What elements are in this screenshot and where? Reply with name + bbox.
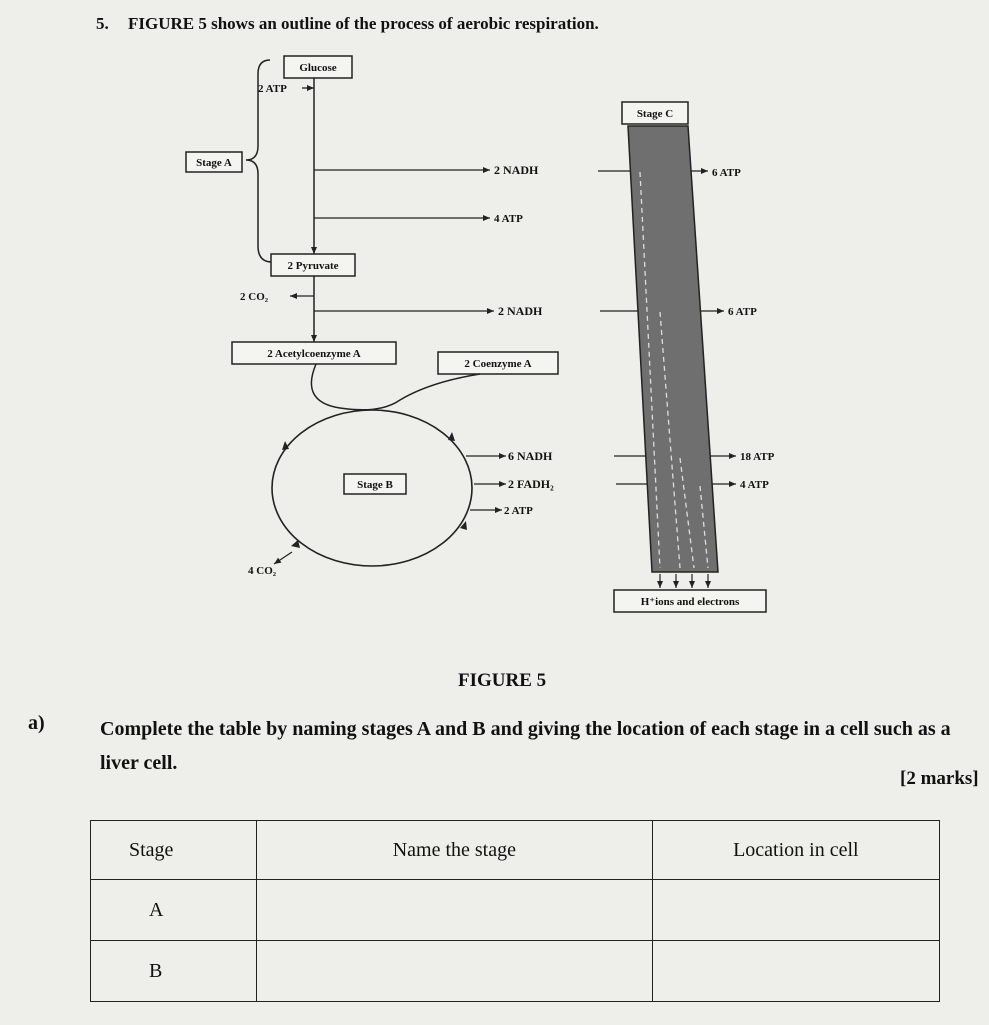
stage-b-name-cell[interactable] (257, 941, 653, 1002)
stage-b-label: Stage B (357, 479, 393, 491)
question-number: 5. (96, 14, 109, 33)
h-ions-label: H⁺ions and electrons (640, 596, 740, 608)
table-row (91, 880, 940, 941)
answer-table (90, 820, 940, 1002)
pyruvate-label: 2 Pyruvate (287, 260, 339, 272)
co2-link-label: 2 CO₂ (240, 291, 269, 303)
part-a-instruction: Complete the table by naming stages A and B and giving the location of each stage in a cell such as a liver cell. (100, 718, 951, 774)
stage-b-cell: B (91, 941, 257, 1002)
stage-a-location-cell[interactable] (652, 880, 939, 941)
nadh-krebs-label: 6 NADH (508, 449, 553, 463)
table-row (91, 941, 940, 1002)
co2-krebs-arrow (274, 552, 292, 564)
coenzyme-a-label: 2 Coenzyme A (464, 358, 532, 370)
atp-krebs-label: 2 ATP (504, 505, 533, 517)
header-location-in-cell: Location in cell (652, 821, 939, 880)
figure-caption: FIGURE 5 (458, 670, 547, 691)
stage-c-label: Stage C (636, 108, 674, 120)
table-header-row (91, 821, 940, 880)
atp-output-1: 6 ATP (712, 167, 741, 179)
header-stage: Stage (91, 821, 257, 880)
atp-output-3: 18 ATP (740, 451, 775, 463)
stage-a-label: Stage A (196, 157, 232, 169)
stage-a-cell: A (91, 880, 257, 941)
glucose-label: Glucose (299, 62, 337, 74)
atp-glycolysis-label: 4 ATP (494, 213, 523, 225)
fadh2-krebs-label: 2 FADH₂ (508, 477, 554, 491)
atp-input-label: 2 ATP (258, 83, 287, 95)
nadh-link-label: 2 NADH (498, 304, 543, 318)
acetyl-coa-label: 2 Acetylcoenzyme A (267, 348, 361, 360)
atp-output-2: 6 ATP (728, 306, 757, 318)
atp-output-4: 4 ATP (740, 479, 769, 491)
cycle-arrowhead-1 (448, 432, 455, 441)
nadh-glycolysis-label: 2 NADH (494, 163, 539, 177)
marks-allocation: [2 marks] (900, 768, 979, 789)
stage-a-name-cell[interactable] (257, 880, 653, 941)
part-a-label: a) (28, 712, 45, 734)
question-text: FIGURE 5 shows an outline of the process of aerobic respiration. (128, 14, 599, 33)
stage-b-location-cell[interactable] (652, 941, 939, 1002)
header-name-the-stage: Name the stage (257, 821, 653, 880)
co2-krebs-label: 4 CO₂ (248, 565, 277, 577)
